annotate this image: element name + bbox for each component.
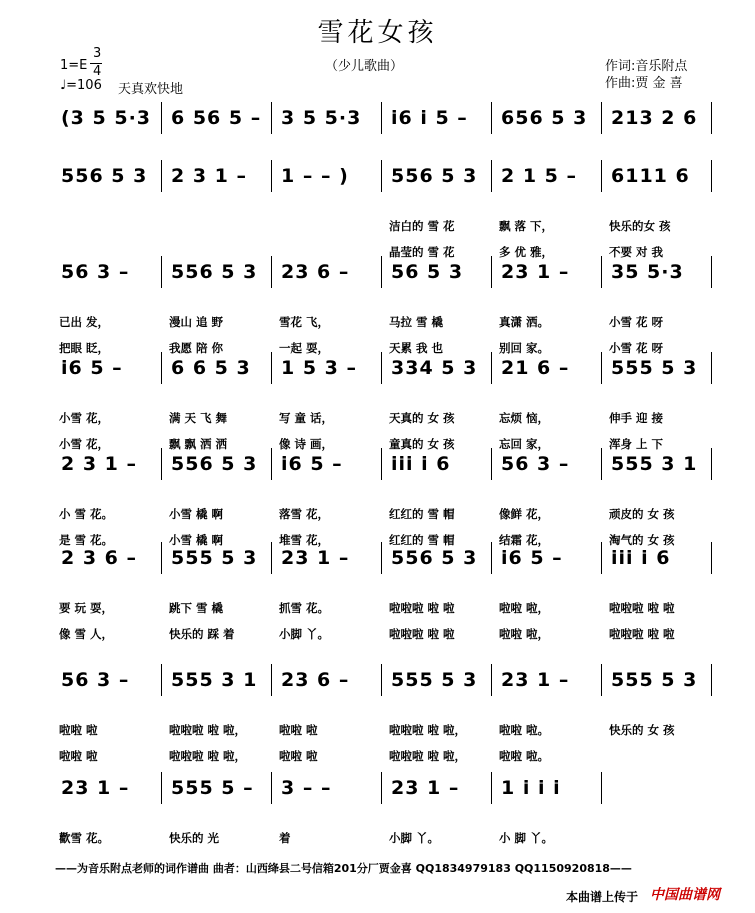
measure: 56 3 – bbox=[501, 453, 570, 475]
lyric-segment: 抓雪 花。 bbox=[279, 601, 330, 615]
lyric-segment: 浑身 上 下 bbox=[609, 437, 664, 451]
lyric-segment: 我愿 陪 你 bbox=[169, 341, 224, 355]
lyric-segment: 马拉 雪 橇 bbox=[389, 315, 444, 329]
bar-line bbox=[271, 352, 272, 384]
score-line bbox=[55, 158, 715, 194]
lyric-segment: 别回 家。 bbox=[499, 341, 550, 355]
measure: 556 5 3 bbox=[61, 165, 148, 187]
lyric-segment: 落雪 花， bbox=[279, 507, 330, 521]
measure: 3 – – bbox=[281, 777, 332, 799]
bar-line bbox=[711, 352, 712, 384]
lyric-line bbox=[55, 218, 715, 234]
measure: 556 5 3 bbox=[171, 453, 258, 475]
bar-line bbox=[601, 772, 602, 804]
measure: 23 6 – bbox=[281, 669, 350, 691]
lyric-segment: 一起 耍， bbox=[279, 341, 330, 355]
bar-line bbox=[491, 772, 492, 804]
measure: 656 5 3 bbox=[501, 107, 588, 129]
measure: i6 5 – bbox=[281, 453, 343, 475]
measure: 23 1 – bbox=[281, 547, 350, 569]
measure: 2 3 1 – bbox=[61, 453, 138, 475]
lyric-segment: 啦啦啦 啦 啦， bbox=[169, 723, 247, 737]
bar-line bbox=[491, 160, 492, 192]
time-signature-top: 3 bbox=[93, 46, 102, 61]
bar-line bbox=[491, 448, 492, 480]
bar-line bbox=[271, 542, 272, 574]
lyric-segment: 啦啦 啦 bbox=[59, 723, 98, 737]
measure: 1 – – ) bbox=[281, 165, 349, 187]
lyric-segment: 啦啦 啦 bbox=[279, 723, 318, 737]
measure: 6111 6 bbox=[611, 165, 690, 187]
upload-note: 本曲谱上传于 bbox=[566, 890, 639, 904]
lyric-segment: 伸手 迎 接 bbox=[609, 411, 664, 425]
measure: 23 1 – bbox=[61, 777, 130, 799]
bar-line bbox=[381, 664, 382, 696]
site-logo: 中国曲谱网 bbox=[650, 887, 720, 903]
measure: 555 5 3 bbox=[391, 669, 478, 691]
lyric-segment: 快乐的 光 bbox=[169, 831, 220, 845]
score-line bbox=[55, 446, 715, 482]
lyric-segment: 多 优 雅， bbox=[499, 245, 554, 259]
measure: 23 6 – bbox=[281, 261, 350, 283]
score-line bbox=[55, 770, 715, 806]
lyric-line bbox=[55, 314, 715, 330]
lyric-segment: 歡雪 花。 bbox=[59, 831, 110, 845]
lyric-segment: 漫山 追 野 bbox=[169, 315, 224, 329]
bar-line bbox=[381, 352, 382, 384]
lyric-segment: 写 童 话， bbox=[279, 411, 334, 425]
lyric-segment: 小脚 丫。 bbox=[389, 831, 440, 845]
bar-line bbox=[271, 772, 272, 804]
lyric-segment: 结霜 花， bbox=[499, 533, 550, 547]
lyric-segment: 跳下 雪 橇 bbox=[169, 601, 224, 615]
bar-line bbox=[271, 256, 272, 288]
score-line bbox=[55, 540, 715, 576]
lyric-segment: 啦啦啦 啦 啦 bbox=[609, 627, 675, 641]
bar-line bbox=[161, 664, 162, 696]
bar-line bbox=[711, 542, 712, 574]
bar-line bbox=[491, 542, 492, 574]
lyric-segment: 小雪 花 呀 bbox=[609, 341, 664, 355]
bar-line bbox=[161, 772, 162, 804]
lyric-segment: 童真的 女 孩 bbox=[389, 437, 455, 451]
lyric-line bbox=[55, 626, 715, 642]
bar-line bbox=[381, 256, 382, 288]
lyric-segment: 啦啦啦 啦 啦 bbox=[389, 627, 455, 641]
lyric-segment: 啦啦 啦 bbox=[59, 749, 98, 763]
lyricist: 作词:音乐附点 bbox=[605, 59, 688, 74]
composer: 作曲:贾 金 喜 bbox=[605, 76, 683, 91]
lyric-segment: 真潇 洒。 bbox=[499, 315, 550, 329]
bar-line bbox=[491, 664, 492, 696]
score-line bbox=[55, 350, 715, 386]
lyric-segment: 淘气的 女 孩 bbox=[609, 533, 675, 547]
bar-line bbox=[491, 102, 492, 134]
bar-line bbox=[161, 102, 162, 134]
lyric-segment: 小雪 花， bbox=[59, 437, 110, 451]
measure: 555 5 – bbox=[171, 777, 254, 799]
lyric-line bbox=[55, 410, 715, 426]
measure: 556 5 3 bbox=[391, 547, 478, 569]
bar-line bbox=[711, 102, 712, 134]
lyric-segment: 啦啦 啦。 bbox=[499, 723, 550, 737]
measure: 23 1 – bbox=[501, 261, 570, 283]
lyric-segment: 忘烦 恼， bbox=[499, 411, 550, 425]
measure: 21 6 – bbox=[501, 357, 570, 379]
lyric-line bbox=[55, 722, 715, 738]
measure: i6 i 5 – bbox=[391, 107, 468, 129]
bar-line bbox=[601, 542, 602, 574]
lyric-segment: 啦啦啦 啦 啦， bbox=[389, 749, 467, 763]
lyric-segment: 红红的 雪 帽 bbox=[389, 507, 455, 521]
lyric-segment: 天真的 女 孩 bbox=[389, 411, 455, 425]
bar-line bbox=[381, 102, 382, 134]
lyric-segment: 红红的 雪 帽 bbox=[389, 533, 455, 547]
lyric-segment: 小雪 花， bbox=[59, 411, 110, 425]
bar-line bbox=[271, 102, 272, 134]
measure: 555 5 3 bbox=[611, 357, 698, 379]
measure: 555 5 3 bbox=[171, 547, 258, 569]
bar-line bbox=[491, 256, 492, 288]
bar-line bbox=[711, 160, 712, 192]
lyric-segment: 小 雪 花。 bbox=[59, 507, 114, 521]
mood-mark: 天真欢快地 bbox=[118, 82, 184, 97]
score-line bbox=[55, 662, 715, 698]
bar-line bbox=[601, 448, 602, 480]
measure: iii i 6 bbox=[391, 453, 451, 475]
bar-line bbox=[491, 352, 492, 384]
key-signature: 1=E bbox=[60, 58, 88, 73]
measure: 56 5 3 bbox=[391, 261, 464, 283]
measure: i6 5 – bbox=[501, 547, 563, 569]
lyric-segment: 是 雪 花。 bbox=[59, 533, 114, 547]
measure: 23 1 – bbox=[391, 777, 460, 799]
lyric-segment: 快乐的 踩 着 bbox=[169, 627, 235, 641]
footer-credit: ——为音乐附点老师的词作谱曲 曲者：山西绛县二号信箱201分厂贾金喜 QQ1834979183 QQ1150920818—— bbox=[55, 862, 632, 875]
bar-line bbox=[161, 352, 162, 384]
lyric-segment: 小脚 丫。 bbox=[279, 627, 330, 641]
measure: 213 2 6 bbox=[611, 107, 698, 129]
bar-line bbox=[381, 542, 382, 574]
lyric-line bbox=[55, 748, 715, 764]
lyric-segment: 飘 飘 洒 洒 bbox=[169, 437, 228, 451]
measure: 2 3 1 – bbox=[171, 165, 248, 187]
score-line bbox=[55, 254, 715, 290]
lyric-segment: 不要 对 我 bbox=[609, 245, 664, 259]
lyric-segment: 小雪 花 呀 bbox=[609, 315, 664, 329]
bar-line bbox=[601, 160, 602, 192]
lyric-segment: 啦啦 啦。 bbox=[499, 749, 550, 763]
measure: 555 3 1 bbox=[611, 453, 698, 475]
lyric-segment: 小 脚 丫。 bbox=[499, 831, 554, 845]
bar-line bbox=[381, 772, 382, 804]
lyric-segment: 像 雪 人， bbox=[59, 627, 114, 641]
bar-line bbox=[381, 448, 382, 480]
measure: 555 3 1 bbox=[171, 669, 258, 691]
page-title: 雪花女孩 bbox=[317, 18, 438, 48]
measure: 556 5 3 bbox=[171, 261, 258, 283]
lyric-segment: 快乐的 女 孩 bbox=[609, 723, 675, 737]
measure: 56 3 – bbox=[61, 261, 130, 283]
lyric-segment: 啦啦 啦， bbox=[499, 627, 550, 641]
measure: 23 1 – bbox=[501, 669, 570, 691]
lyric-segment: 啦啦啦 啦 啦， bbox=[169, 749, 247, 763]
lyric-segment: 满 天 飞 舞 bbox=[169, 411, 228, 425]
lyric-segment: 天累 我 也 bbox=[389, 341, 444, 355]
measure: 556 5 3 bbox=[391, 165, 478, 187]
lyric-segment: 飘 落 下， bbox=[499, 219, 554, 233]
measure: 6 56 5 – bbox=[171, 107, 262, 129]
bar-line bbox=[271, 448, 272, 480]
bar-line bbox=[271, 664, 272, 696]
bar-line bbox=[711, 664, 712, 696]
measure: iii i 6 bbox=[611, 547, 671, 569]
bar-line bbox=[601, 664, 602, 696]
bar-line bbox=[601, 256, 602, 288]
lyric-segment: 要 玩 耍， bbox=[59, 601, 114, 615]
lyric-segment: 啦啦啦 啦 啦 bbox=[609, 601, 675, 615]
subtitle: （少儿歌曲） bbox=[325, 59, 404, 74]
lyric-segment: 像鲜 花， bbox=[499, 507, 550, 521]
lyric-segment: 小雪 橇 啊 bbox=[169, 533, 224, 547]
bar-line bbox=[161, 256, 162, 288]
lyric-segment: 雪花 飞， bbox=[279, 315, 330, 329]
lyric-segment: 啦啦 啦 bbox=[279, 749, 318, 763]
bar-line bbox=[161, 160, 162, 192]
measure: 1 i i i bbox=[501, 777, 561, 799]
lyric-line bbox=[55, 506, 715, 522]
bar-line bbox=[711, 256, 712, 288]
lyric-line bbox=[55, 600, 715, 616]
score-line bbox=[55, 100, 715, 136]
lyric-segment: 把眼 眨， bbox=[59, 341, 110, 355]
lyric-segment: 堆雪 花， bbox=[279, 533, 330, 547]
lyric-segment: 晶莹的 雪 花 bbox=[389, 245, 455, 259]
measure: i6 5 – bbox=[61, 357, 123, 379]
measure: 555 5 3 bbox=[611, 669, 698, 691]
lyric-segment: 快乐的女 孩 bbox=[609, 219, 671, 233]
measure: 56 3 – bbox=[61, 669, 130, 691]
lyric-segment: 洁白的 雪 花 bbox=[389, 219, 455, 233]
lyric-segment: 啦啦啦 啦 啦， bbox=[389, 723, 467, 737]
tempo-mark: ♩=106 bbox=[60, 78, 102, 93]
measure: 3 5 5·3 bbox=[281, 107, 362, 129]
bar-line bbox=[161, 448, 162, 480]
lyric-segment: 着 bbox=[279, 831, 291, 845]
measure: 6 6 5 3 bbox=[171, 357, 251, 379]
bar-line bbox=[161, 542, 162, 574]
measure: 35 5·3 bbox=[611, 261, 684, 283]
bar-line bbox=[381, 160, 382, 192]
time-signature-bottom: 4 bbox=[93, 64, 102, 79]
measure: 334 5 3 bbox=[391, 357, 478, 379]
bar-line bbox=[601, 102, 602, 134]
measure: 2 3 6 – bbox=[61, 547, 138, 569]
measure: 1 5 3 – bbox=[281, 357, 358, 379]
measure: 2 1 5 – bbox=[501, 165, 578, 187]
lyric-segment: 忘回 家， bbox=[499, 437, 550, 451]
bar-line bbox=[711, 448, 712, 480]
bar-line bbox=[601, 352, 602, 384]
lyric-segment: 小雪 橇 啊 bbox=[169, 507, 224, 521]
lyric-line bbox=[55, 830, 715, 846]
measure: (3 5 5·3 bbox=[61, 107, 152, 129]
lyric-segment: 啦啦啦 啦 啦 bbox=[389, 601, 455, 615]
lyric-segment: 已出 发， bbox=[59, 315, 110, 329]
lyric-segment: 像 诗 画， bbox=[279, 437, 334, 451]
bar-line bbox=[271, 160, 272, 192]
lyric-segment: 顽皮的 女 孩 bbox=[609, 507, 675, 521]
lyric-segment: 啦啦 啦， bbox=[499, 601, 550, 615]
